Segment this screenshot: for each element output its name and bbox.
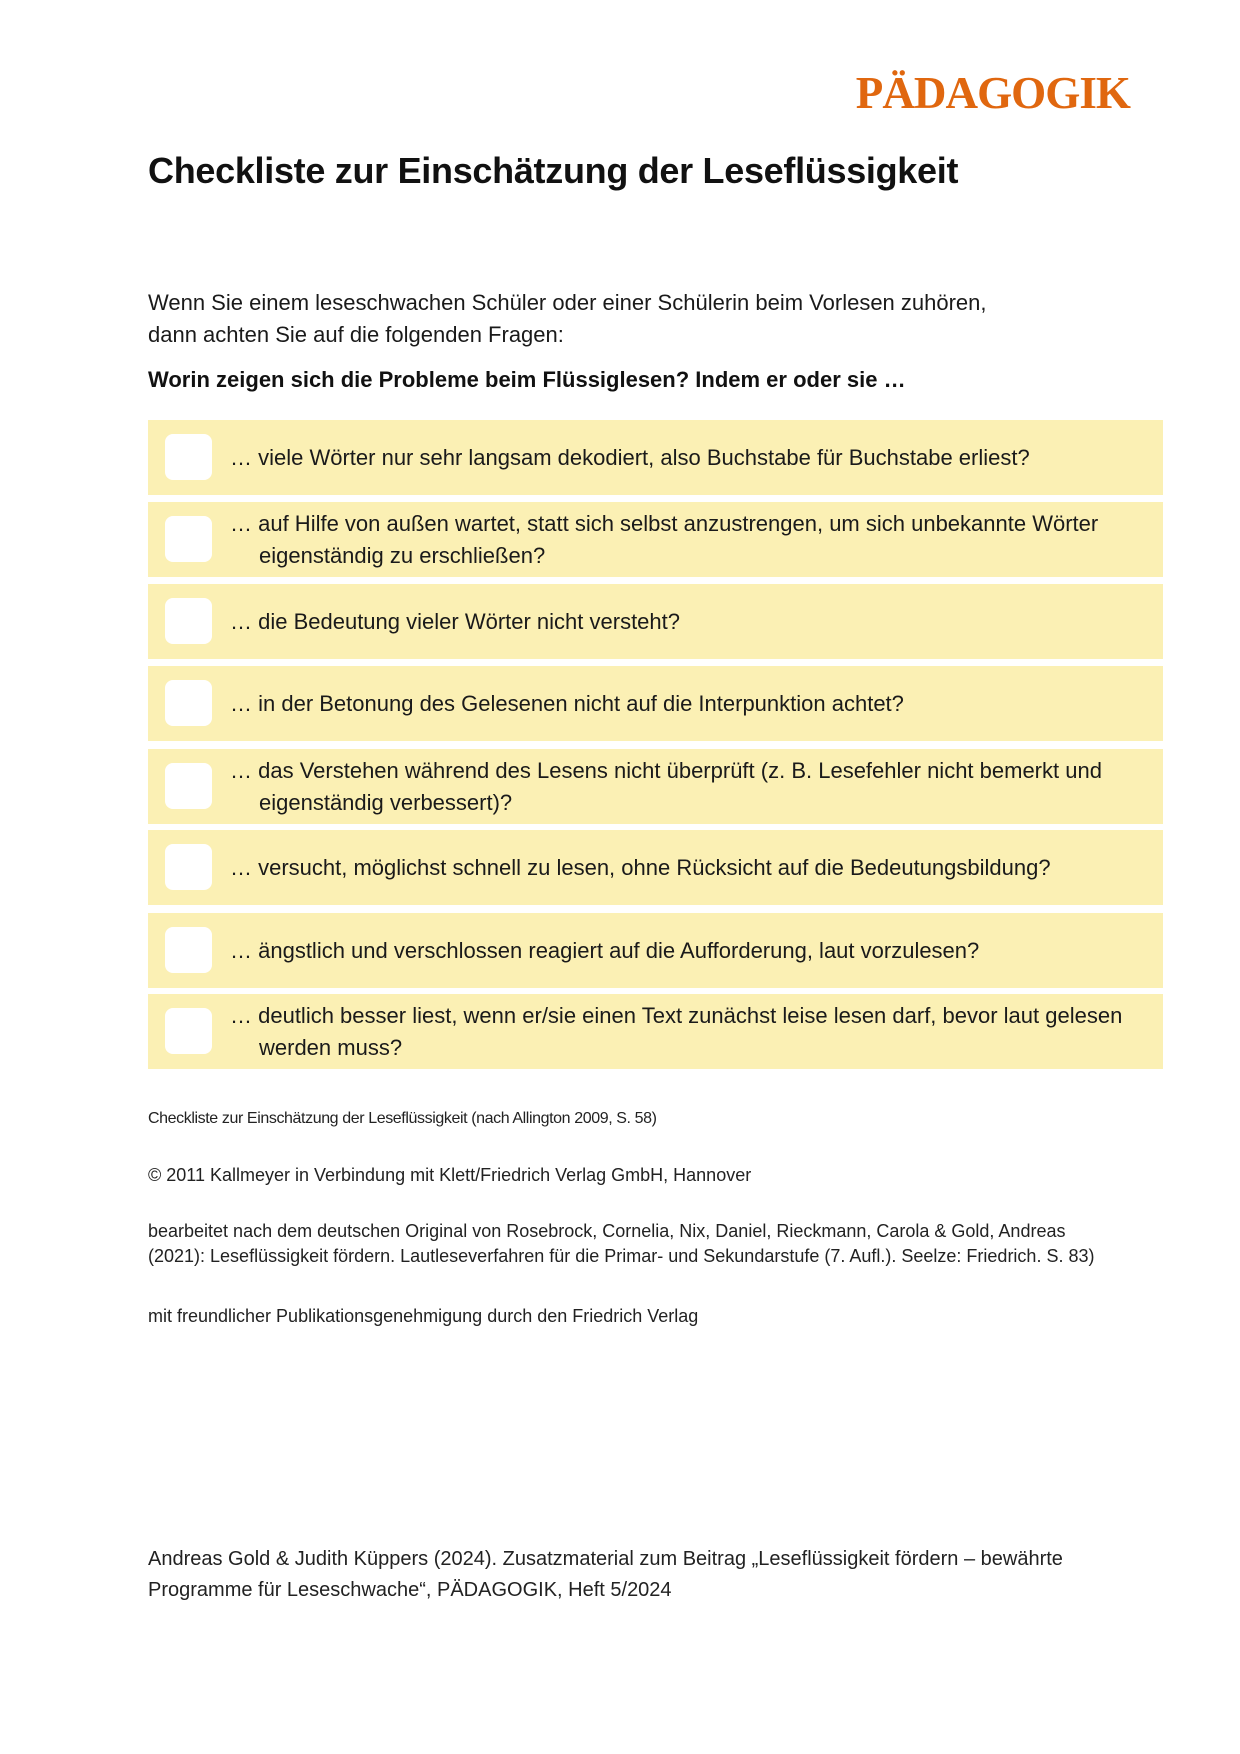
item-text: … die Bedeutung vieler Wörter nicht versteht?	[230, 608, 681, 634]
checkbox[interactable]	[165, 763, 212, 809]
adaptation-note: bearbeitet nach dem deutschen Original von Rosebrock, Cornelia, Nix, Daniel, Rieckmann, Carola & Gold, Andreas (2021): Leseflüssigkeit fördern. Lautleseverfahren für die Primar- und Sekundarstufe (7. Aufl.). Seelze: Friedrich. S. 83)	[148, 1221, 1095, 1266]
checklist-item	[148, 420, 1163, 495]
citation: Andreas Gold & Judith Küppers (2024). Zusatzmaterial zum Beitrag „Leseflüssigkeit fördern – bewährte Programme für Leseschwache“, PÄDAGOGIK, Heft 5/2024	[148, 1548, 1063, 1601]
checkbox[interactable]	[165, 434, 212, 480]
question-heading: Worin zeigen sich die Probleme beim Flüssiglesen? Indem er oder sie …	[148, 367, 906, 392]
checklist-item	[148, 502, 1163, 577]
item-text: … auf Hilfe von außen wartet, statt sich selbst anzustrengen, um sich unbekannte Wörter eigenständig zu erschließen?	[230, 510, 1099, 568]
page-title: Checkliste zur Einschätzung der Leseflüssigkeit	[148, 150, 959, 191]
permission-note: mit freundlicher Publikationsgenehmigung durch den Friedrich Verlag	[148, 1306, 699, 1326]
checklist-item	[148, 913, 1163, 988]
item-text: … versucht, möglichst schnell zu lesen, ohne Rücksicht auf die Bedeutungsbildung?	[230, 854, 1051, 880]
checkbox[interactable]	[165, 598, 212, 644]
copyright: © 2011 Kallmeyer in Verbindung mit Klett/Friedrich Verlag GmbH, Hannover	[148, 1165, 752, 1185]
checklist-item	[148, 666, 1163, 741]
brand-logo: PÄDAGOGIK	[855, 67, 1130, 118]
intro-line-2: dann achten Sie auf die folgenden Fragen:	[148, 322, 564, 347]
checklist-item	[148, 830, 1163, 905]
checkbox[interactable]	[165, 516, 212, 562]
item-text: … deutlich besser liest, wenn er/sie einen Text zunächst leise lesen darf, bevor laut gelesen werden muss?	[230, 1002, 1123, 1060]
checklist-item	[148, 749, 1163, 824]
item-text: … das Verstehen während des Lesens nicht überprüft (z. B. Lesefehler nicht bemerkt und eigenständig verbessert)?	[230, 757, 1102, 815]
intro-line-1: Wenn Sie einem leseschwachen Schüler oder einer Schülerin beim Vorlesen zuhören,	[148, 290, 987, 315]
figure-caption: Checkliste zur Einschätzung der Leseflüssigkeit (nach Allington 2009, S. 58)	[148, 1110, 657, 1127]
checklist-item	[148, 584, 1163, 659]
item-text: … in der Betonung des Gelesenen nicht auf die Interpunktion achtet?	[230, 690, 904, 716]
checklist-item	[148, 994, 1163, 1069]
checkbox[interactable]	[165, 680, 212, 726]
item-text: … ängstlich und verschlossen reagiert auf die Aufforderung, laut vorzulesen?	[230, 937, 980, 963]
checkbox[interactable]	[165, 844, 212, 890]
checkbox[interactable]	[165, 927, 212, 973]
item-text: … viele Wörter nur sehr langsam dekodiert, also Buchstabe für Buchstabe erliest?	[230, 444, 1030, 470]
checkbox[interactable]	[165, 1008, 212, 1054]
